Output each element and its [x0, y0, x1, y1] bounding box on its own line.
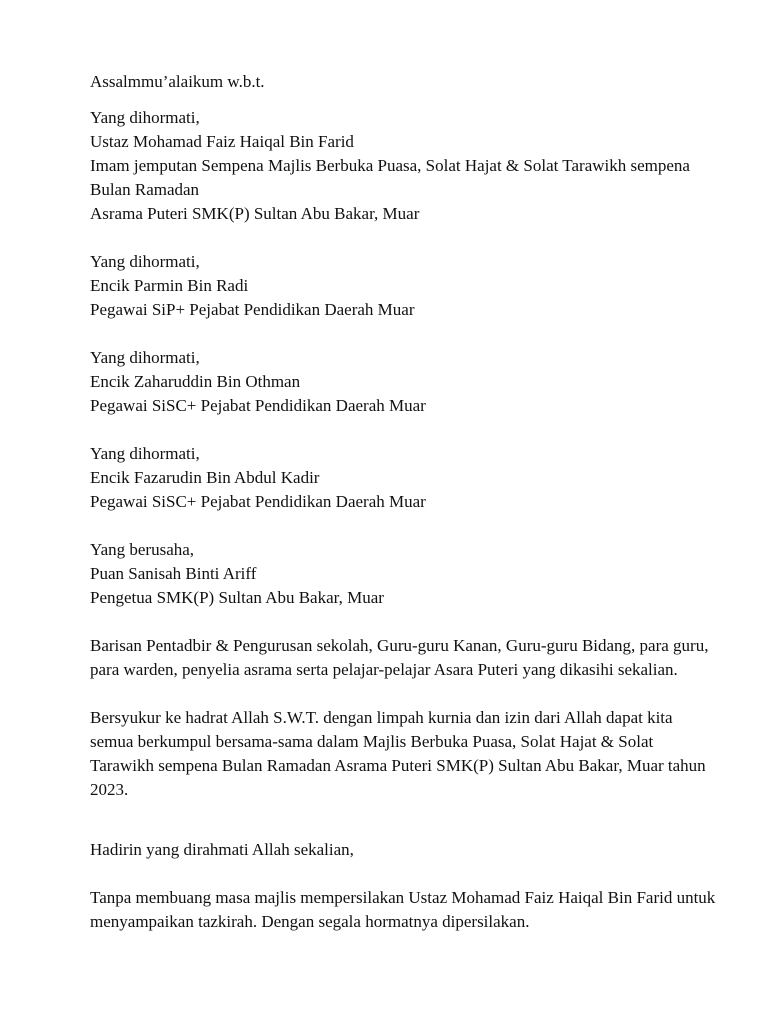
salutation-line: Pengetua SMK(P) Sultan Abu Bakar, Muar — [90, 588, 384, 607]
salutation-line: Pegawai SiSC+ Pejabat Pendidikan Daerah Muar — [90, 492, 426, 511]
salutation-line: Pegawai SiP+ Pejabat Pendidikan Daerah Muar — [90, 300, 415, 319]
salutation-heading: Yang dihormati, — [90, 108, 200, 127]
salutation-heading: Yang dihormati, — [90, 348, 200, 367]
salutation-line: Pegawai SiSC+ Pejabat Pendidikan Daerah Muar — [90, 396, 426, 415]
gratitude-paragraph: Bersyukur ke hadrat Allah S.W.T. dengan limpah kurnia dan izin dari Allah dapat kita semua berkumpul bersama-sama dalam Majlis Berbuka Puasa, Solat Hajat & Solat Tarawikh sempena Bulan Ramadan Asrama Puteri SMK(P) Sultan Abu Bakar, Muar tahun 2023. — [90, 708, 706, 799]
salutation-line: Encik Fazarudin Bin Abdul Kadir — [90, 468, 320, 487]
salutation-line: Encik Parmin Bin Radi — [90, 276, 249, 295]
salutation-line: Imam jemputan Sempena Majlis Berbuka Puasa, Solat Hajat & Solat Tarawikh sempena — [90, 156, 690, 175]
greeting: Assalmmu’alaikum w.b.t. — [90, 72, 265, 91]
salutation-heading: Yang berusaha, — [90, 540, 195, 559]
salutation-line: Ustaz Mohamad Faiz Haiqal Bin Farid — [90, 132, 354, 151]
salutation-block-pengetua — [90, 538, 720, 610]
audience-paragraph: Barisan Pentadbir & Pengurusan sekolah, Guru-guru Kanan, Guru-guru Bidang, para guru, para warden, penyelia asrama serta pelajar-pelajar Asara Puteri yang dikasihi sekalian. — [90, 636, 709, 679]
speech-document — [90, 70, 720, 934]
salutation-block-imam — [90, 106, 720, 226]
salutation-heading: Yang dihormati, — [90, 444, 200, 463]
address-paragraph: Hadirin yang dirahmati Allah sekalian, — [90, 840, 354, 859]
salutation-heading: Yang dihormati, — [90, 252, 200, 271]
invitation-paragraph: Tanpa membuang masa majlis mempersilakan Ustaz Mohamad Faiz Haiqal Bin Farid untuk menyampaikan tazkirah. Dengan segala hormatnya dipersilakan. — [90, 888, 716, 931]
salutation-block-fazarudin — [90, 442, 720, 514]
salutation-line: Bulan Ramadan — [90, 180, 200, 199]
salutation-line: Puan Sanisah Binti Ariff — [90, 564, 257, 583]
salutation-block-parmin — [90, 250, 720, 322]
salutation-line: Asrama Puteri SMK(P) Sultan Abu Bakar, Muar — [90, 204, 420, 223]
salutation-line: Encik Zaharuddin Bin Othman — [90, 372, 301, 391]
salutation-block-zaharuddin — [90, 346, 720, 418]
